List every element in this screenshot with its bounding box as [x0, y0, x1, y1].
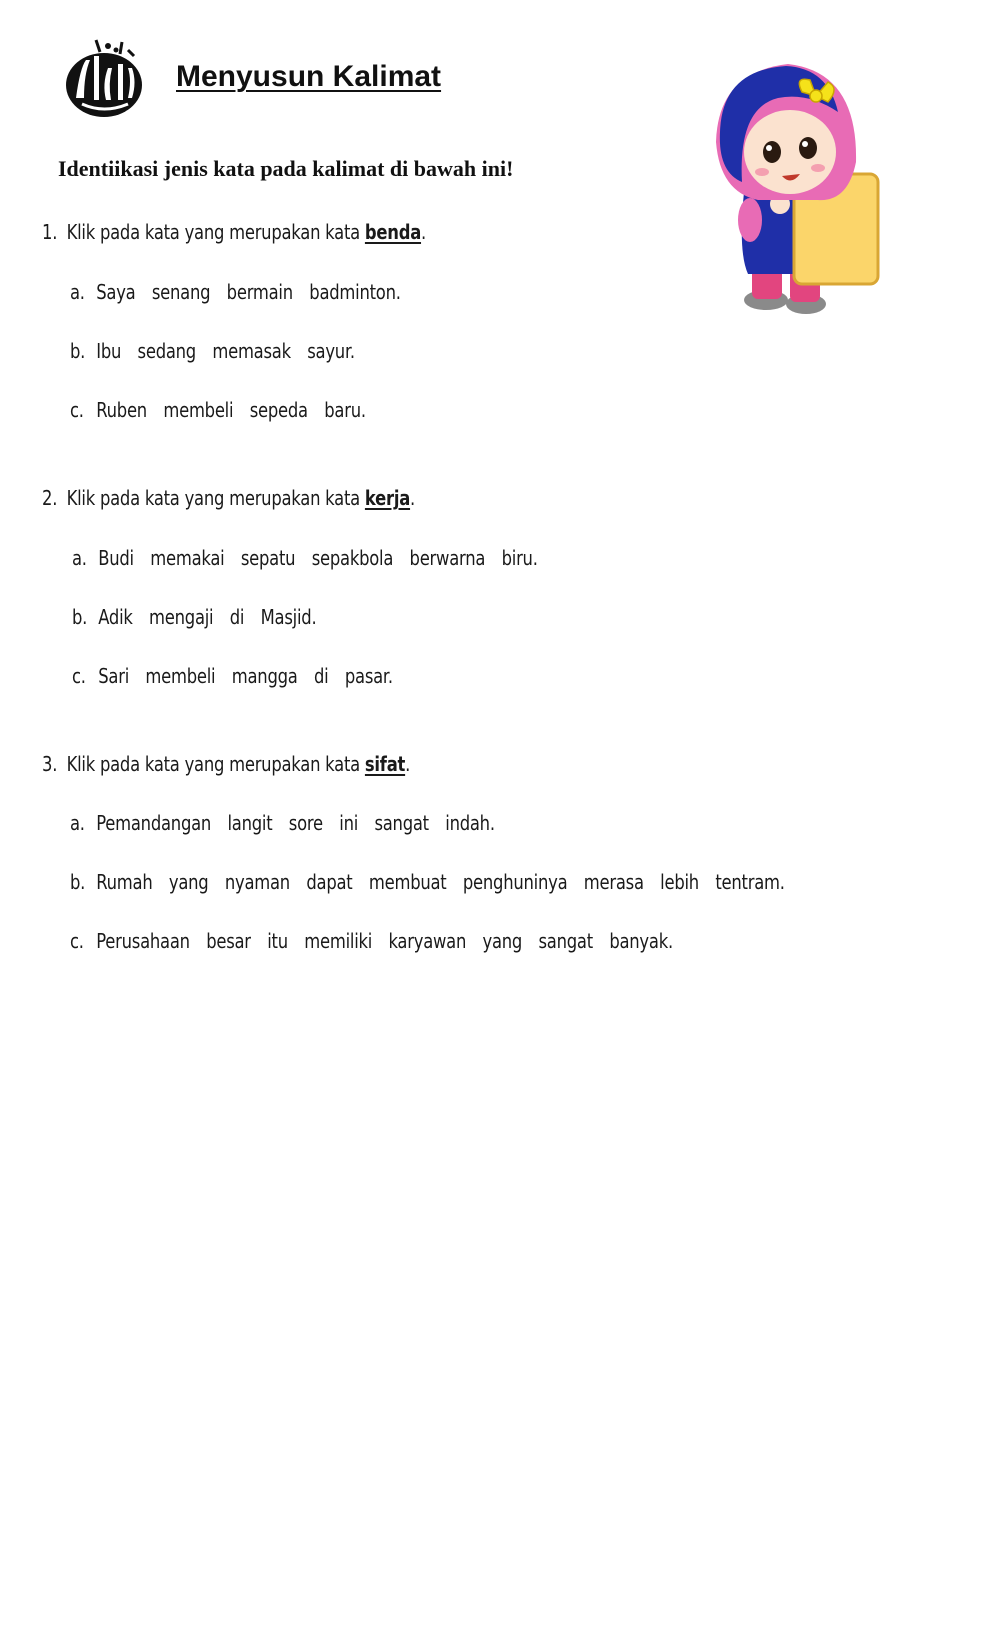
- word[interactable]: memakai: [150, 546, 225, 570]
- option-letter: b.: [70, 339, 86, 363]
- instruction-text: Identiikasi jenis kata pada kalimat di bawah ini!: [58, 156, 514, 181]
- question-1: [42, 220, 426, 244]
- word[interactable]: Perusahaan: [96, 929, 190, 953]
- word[interactable]: badminton.: [309, 280, 401, 304]
- option-letter: c.: [72, 664, 86, 688]
- option-2a: [72, 546, 554, 570]
- word[interactable]: memiliki: [304, 929, 373, 953]
- word[interactable]: mangga: [231, 664, 298, 688]
- option-1c: [70, 398, 382, 422]
- word[interactable]: bermain: [226, 280, 293, 304]
- word[interactable]: Saya: [96, 280, 136, 304]
- word[interactable]: penghuninya: [462, 870, 568, 894]
- word[interactable]: sepatu: [240, 546, 296, 570]
- word[interactable]: sayur.: [307, 339, 355, 363]
- word[interactable]: Masjid.: [260, 605, 317, 629]
- word[interactable]: sedang: [137, 339, 196, 363]
- word[interactable]: Ruben: [96, 398, 147, 422]
- hijab-girl-mascot-icon: [698, 52, 898, 322]
- word[interactable]: baru.: [324, 398, 366, 422]
- question-end: .: [405, 752, 411, 776]
- question-keyword: sifat: [364, 752, 406, 776]
- option-letter: c.: [70, 929, 84, 953]
- question-keyword: benda: [364, 220, 422, 244]
- calligraphy-logo-icon: [62, 38, 146, 120]
- word[interactable]: pasar.: [344, 664, 393, 688]
- option-3b: [70, 870, 801, 894]
- word[interactable]: memasak: [212, 339, 291, 363]
- question-number: 1.: [42, 220, 58, 244]
- page-title: Menyusun Kalimat: [176, 60, 442, 93]
- word[interactable]: langit: [227, 811, 273, 835]
- question-prompt: Klik pada kata yang merupakan kata: [66, 486, 365, 510]
- word[interactable]: tentram.: [715, 870, 785, 894]
- option-letter: b.: [72, 605, 88, 629]
- word[interactable]: berwarna: [409, 546, 486, 570]
- word[interactable]: karyawan: [388, 929, 467, 953]
- question-end: .: [410, 486, 416, 510]
- option-1a: [70, 280, 417, 304]
- option-letter: a.: [70, 811, 85, 835]
- word[interactable]: membeli: [145, 664, 216, 688]
- word[interactable]: yang: [482, 929, 523, 953]
- word[interactable]: merasa: [583, 870, 644, 894]
- word[interactable]: lebih: [660, 870, 699, 894]
- word[interactable]: di: [313, 664, 329, 688]
- word[interactable]: di: [229, 605, 245, 629]
- option-1b: [70, 339, 371, 363]
- word[interactable]: senang: [151, 280, 211, 304]
- word[interactable]: biru.: [501, 546, 538, 570]
- word[interactable]: sangat: [374, 811, 429, 835]
- question-2: [42, 486, 415, 510]
- option-3c: [70, 929, 689, 953]
- word[interactable]: mengaji: [149, 605, 214, 629]
- word[interactable]: banyak.: [609, 929, 673, 953]
- option-letter: c.: [70, 398, 84, 422]
- question-number: 2.: [42, 486, 58, 510]
- option-2c: [72, 664, 409, 688]
- question-prompt: Klik pada kata yang merupakan kata: [66, 220, 365, 244]
- word[interactable]: sangat: [538, 929, 593, 953]
- word[interactable]: membuat: [368, 870, 447, 894]
- question-3: [42, 752, 410, 776]
- option-3a: [70, 811, 511, 835]
- word[interactable]: Pemandangan: [96, 811, 212, 835]
- word[interactable]: Sari: [98, 664, 130, 688]
- word[interactable]: sore: [288, 811, 323, 835]
- word[interactable]: Ibu: [96, 339, 122, 363]
- word[interactable]: ini: [339, 811, 359, 835]
- question-keyword: kerja: [364, 486, 411, 510]
- word[interactable]: yang: [168, 870, 209, 894]
- word[interactable]: nyaman: [224, 870, 290, 894]
- word[interactable]: sepakbola: [311, 546, 394, 570]
- question-number: 3.: [42, 752, 58, 776]
- word[interactable]: indah.: [445, 811, 495, 835]
- word[interactable]: itu: [267, 929, 288, 953]
- option-letter: a.: [70, 280, 85, 304]
- word[interactable]: dapat: [306, 870, 353, 894]
- word[interactable]: sepeda: [249, 398, 308, 422]
- option-letter: b.: [70, 870, 86, 894]
- word[interactable]: Budi: [98, 546, 134, 570]
- word[interactable]: besar: [206, 929, 251, 953]
- question-end: .: [421, 220, 427, 244]
- word[interactable]: Adik: [98, 605, 133, 629]
- option-letter: a.: [72, 546, 87, 570]
- word[interactable]: Rumah: [96, 870, 153, 894]
- word[interactable]: membeli: [163, 398, 234, 422]
- option-2b: [72, 605, 333, 629]
- question-prompt: Klik pada kata yang merupakan kata: [66, 752, 365, 776]
